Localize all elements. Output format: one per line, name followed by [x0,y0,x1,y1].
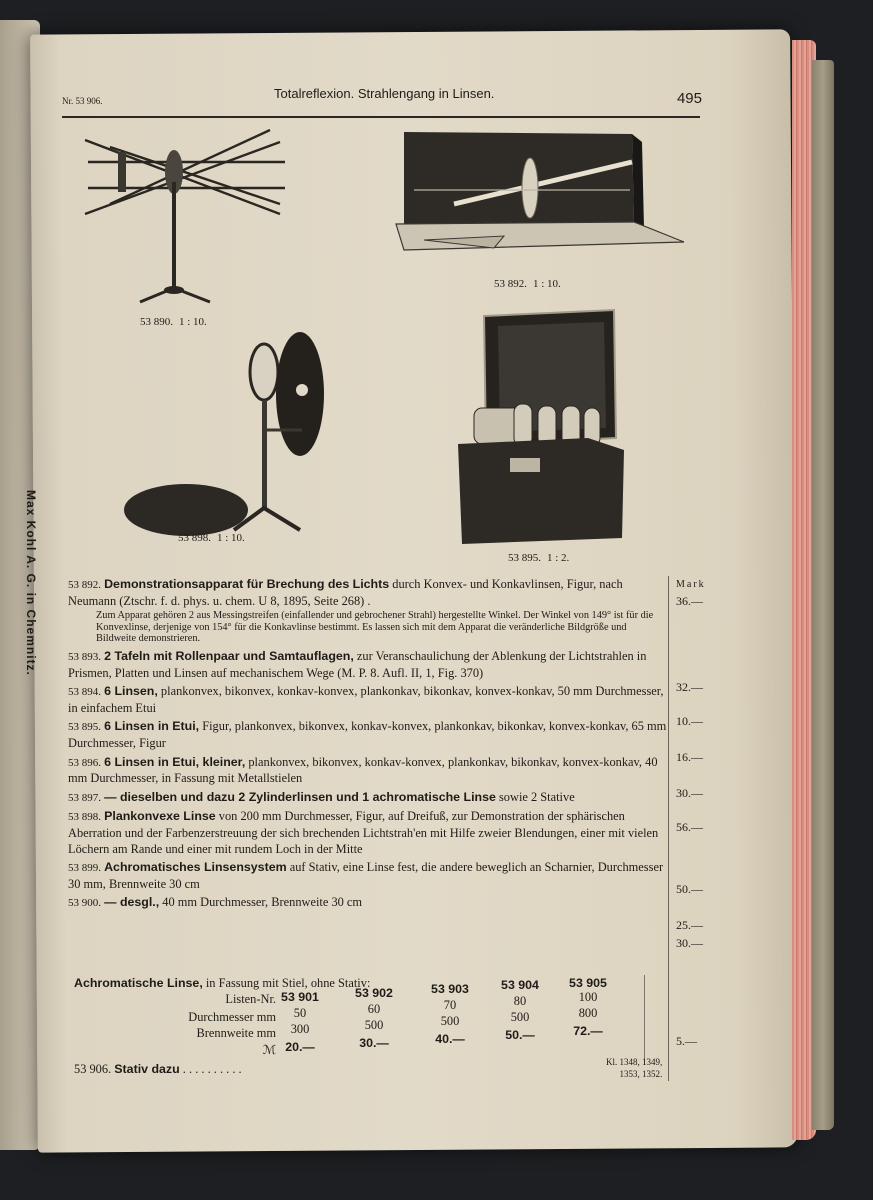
figure-scale: 1 : 10. [217,532,245,544]
table-cell-nr: 53 901 [281,990,319,1004]
table-cell-price: 20.— [285,1040,315,1054]
entry-code: 53 899. [68,862,101,875]
figure-number: 53 892. [494,278,527,290]
leader-dots: . . . . . . . . . . [179,1062,242,1076]
table-cell-price: 72.— [573,1024,603,1038]
table-title-bold: Achromatische Linse, [74,976,203,990]
row-label: Listen-Nr. [225,992,276,1006]
entry-code: 53 900. [68,897,101,910]
entry-code: 53 894. [68,686,101,699]
catalog-entry [68,809,668,857]
book-cover [812,60,834,1130]
entry-code: 53 898. [68,811,101,824]
table-cell-nr: 53 905 [569,976,607,990]
entry-title: 6 Linsen in Etui, [104,719,200,734]
entry-code: 53 896. [68,756,101,769]
table-cell-nr: 53 904 [501,978,539,992]
entry-note: Zum Apparat gehören 2 aus Messingstreifen (einfallender und gebrochener Strahl) hergestellte Winkel. Der Winkel von 149° ist für die Konvexlinse, derjenige von 154° für die Konkavlinse bestimmt. Es lassen sich mit dem Apparat die veränderliche Bildgröße und Bildweite demonstrieren. [96,610,654,645]
figure-scale: 1 : 2. [547,552,570,564]
table-cell-price: 40.— [435,1032,465,1046]
entry-price: 30.— [676,786,703,800]
entry-code: 53 897. [68,791,101,804]
figure-scale: 1 : 10. [533,278,561,290]
table-cell-nr: 53 902 [355,986,393,1000]
figure-caption [178,532,245,544]
entry-title: Demonstrationsapparat für Brechung des Lichts [104,577,390,591]
header-title: Totalreflexion. Strahlengang in Linsen. [274,86,495,101]
entry-title: Achromatisches Linsensystem [104,860,287,875]
entry-title: — desgl., [104,895,160,910]
table-cell-diameter: 100 [578,990,598,1004]
entry-text: von 200 mm Durchmesser, Figur, auf Dreifuß, zur Demonstration der sphärischen Aberration und der Farbenzerstreuung der sich brechenden Lichtstrah'en mit Hilfe zweier Blendungen, einer mit vielen Löchern am Rande und einer mit rundem Loch in der Mitte [68,809,659,856]
entry-title: 2 Tafeln mit Rollenpaar und Samtauflagen, [104,648,354,663]
figure-53898-illustration [124,330,344,540]
catalog-entry [68,860,668,892]
entry-text: durch Konvex- und Konkavlinsen, Figur, nach Neumann (Ztschr. f. d. phys. u. chem. U 8, 1895, Seite 268) . [68,577,623,608]
table-cell-price: 30.— [359,1036,389,1050]
last-entry [74,1062,242,1077]
entry-price: 16.— [676,750,703,764]
table-cell-focal: 800 [578,1006,598,1020]
header-number: Nr. 53 906. [62,96,103,106]
entry-price: 36.— [676,594,703,608]
table-cell-focal: 500 [440,1014,460,1028]
table-cell-focal: 500 [364,1018,384,1032]
table-cell-focal: 300 [290,1022,310,1036]
entry-text: zur Veranschaulichung der Ablenkung der Lichtstrahlen in Prismen, Platten und Linsen auf mechanischem Wege (M. P. 8. Aufl. II, 1, Fig. 370) [68,648,647,680]
entry-title: — dieselben und dazu 2 Zylinderlinsen und 1 achromatische Linse [104,789,496,804]
entry-price: 30.— [676,936,703,950]
entry-title: Plankonvexe Linse [104,809,216,824]
catalog-entries [68,577,668,915]
figure-caption [494,278,561,290]
figure-53892-illustration [394,132,694,262]
entry-price: 25.— [676,918,703,932]
reference-line: 1353, 1352. [619,1069,663,1079]
entry-text: Figur, plankonvex, bikonvex, konkav-konvex, plankonkav, bikonkav, konvex-konkav, 65 mm Durchmesser, Figur [68,719,667,750]
entry-title: 6 Linsen in Etui, kleiner, [104,754,246,769]
entry-text: plankonvex, bikonvex, konkav-konvex, plankonkav, bikonkav, konvex-konkav, 50 mm Durchmesser, in einfachem Etui [68,684,664,715]
catalog-entry [68,577,668,645]
figure-scale: 1 : 10. [179,316,207,328]
page-header [62,82,702,116]
entry-title: 6 Linsen, [104,684,158,699]
entry-code: 53 895. [68,721,101,734]
catalog-entry [68,790,668,807]
entry-code: 53 906. [74,1062,112,1076]
row-label: ℳ [262,1043,276,1057]
table-cell-diameter: 80 [513,994,527,1008]
entry-text: sowie 2 Stative [495,789,575,804]
price-header: Mark [676,579,706,590]
entry-title: Stativ dazu [114,1062,180,1076]
table-cell-price: 50.— [505,1028,535,1042]
table-cell-focal: 500 [510,1010,530,1024]
catalog-entry [68,684,668,716]
reference-line: Kl. 1348, 1349, [606,1057,663,1067]
entry-text: plankonvex, bikonvex, konkav-konvex, plankonkav, bikonkav, konvex-konkav, 40 mm Durchmesser, in Fassung mit Metallstielen [68,754,658,786]
row-label: Durchmesser mm [188,1010,276,1024]
entry-text: auf Stativ, eine Linse fest, die andere beweglich an Scharnier, Durchmesser 30 mm, Brennweite 30 cm [68,860,664,891]
figure-caption [508,552,569,564]
entry-text: 40 mm Durchmesser, Brennweite 30 cm [159,895,363,910]
catalog-entry [68,895,668,912]
catalog-entry [68,719,668,751]
figure-53895-illustration [454,308,634,548]
publisher-sidebar: Max Kohl A. G. in Chemnitz. [24,490,38,676]
header-rule [62,116,700,118]
figure-number: 53 890. [140,316,173,328]
table-cell-diameter: 50 [293,1006,307,1020]
figure-number: 53 898. [178,532,211,544]
entry-price: 32.— [676,680,703,694]
figure-number: 53 895. [508,552,541,564]
table-divider [644,975,645,1065]
catalog-references [606,1056,662,1080]
figure-caption [140,316,207,328]
entry-code: 53 892. [68,579,101,591]
table-cell-diameter: 60 [367,1002,381,1016]
table-cell-diameter: 70 [443,998,457,1012]
page-number: 495 [676,90,702,107]
entry-price: 5.— [676,1034,697,1048]
row-label: Brennweite mm [196,1026,276,1040]
figure-53890-illustration [70,122,290,312]
table-title [74,976,370,991]
catalog-entry [68,755,668,787]
entry-price: 50.— [676,882,703,896]
entry-price: 56.— [676,820,703,834]
table-title-rest: in Fassung mit Stiel, ohne Stativ: [202,976,371,990]
catalog-entry [68,649,668,681]
table-cell-nr: 53 903 [431,982,469,996]
entry-price: 10.— [676,714,703,728]
entry-code: 53 893. [68,650,101,663]
